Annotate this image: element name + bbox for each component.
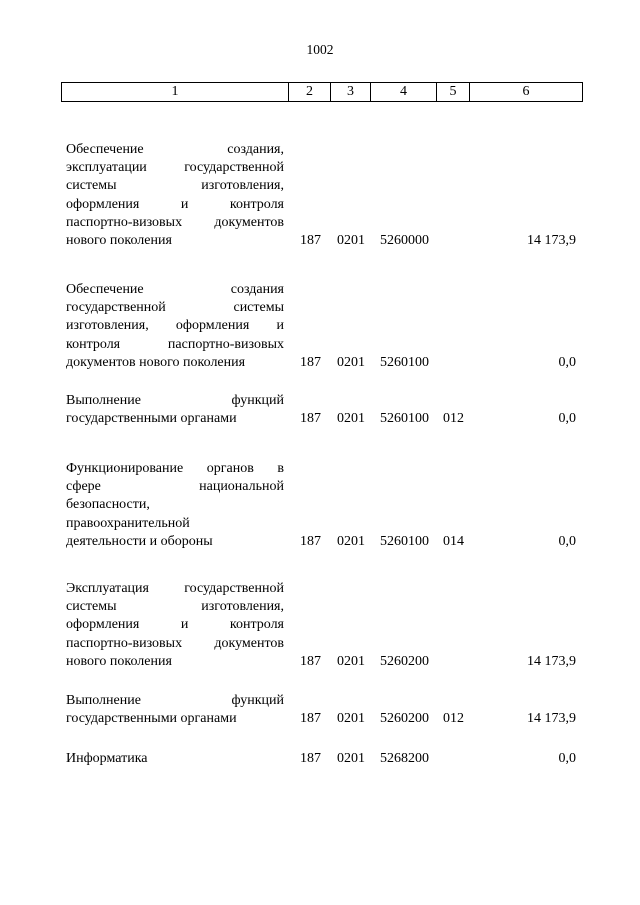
amount-cell: 14 173,9 [527, 232, 576, 248]
row-name-line: Информатика [66, 751, 148, 766]
row-name [66, 281, 284, 372]
row-name [66, 750, 284, 768]
row-name-line: эксплуатации государственной [66, 160, 284, 176]
column-header-row [62, 83, 583, 102]
admin-code-cell: 187 [300, 232, 321, 248]
admin-code-cell: 187 [300, 750, 321, 766]
row-name [66, 141, 284, 250]
row-name-line: контроля паспортно-визовых [66, 336, 284, 352]
column-header-1: 1 [62, 83, 289, 102]
row-name-line: безопасности, [66, 497, 150, 513]
column-header-table [61, 82, 583, 102]
target-item-cell: 5268200 [380, 750, 429, 766]
row-name-line: сфере национальной [66, 479, 284, 495]
section-code-cell: 0201 [337, 653, 365, 669]
row-name-line: государственной системы [66, 300, 284, 316]
section-code-cell: 0201 [337, 232, 365, 248]
amount-cell: 0,0 [558, 533, 576, 549]
row-name-line: изготовления, оформления и [66, 318, 284, 334]
row-name-line: паспортно-визовых документов [66, 635, 284, 651]
row-name-line: государственными органами [66, 411, 237, 427]
amount-cell: 0,0 [558, 411, 576, 427]
section-code-cell: 0201 [337, 533, 365, 549]
row-name [66, 692, 284, 728]
section-code-cell: 0201 [337, 711, 365, 727]
column-header-2: 2 [289, 83, 331, 102]
amount-cell: 0,0 [558, 750, 576, 766]
row-name [66, 580, 284, 671]
row-name-line: оформления и контроля [66, 617, 284, 633]
row-name [66, 392, 284, 428]
column-header-6: 6 [470, 83, 583, 102]
table-row [0, 692, 640, 728]
target-item-cell: 5260200 [380, 711, 429, 727]
table-row [0, 281, 640, 372]
admin-code-cell: 187 [300, 411, 321, 427]
row-name-line: Выполнение функций [66, 693, 284, 708]
row-name-line: системы изготовления, [66, 599, 284, 615]
section-code-cell: 0201 [337, 411, 365, 427]
row-name-line: Эксплуатация государственной [66, 581, 284, 596]
page-number: 1002 [306, 42, 334, 57]
row-name-line: нового поколения [66, 233, 172, 249]
amount-cell: 14 173,9 [527, 653, 576, 669]
admin-code-cell: 187 [300, 354, 321, 370]
column-header-4: 4 [371, 83, 437, 102]
row-name-line: Обеспечение создания [66, 282, 284, 297]
row-name-line: Обеспечение создания, [66, 142, 284, 157]
row-name-line: нового поколения [66, 653, 172, 669]
expense-type-cell: 012 [443, 411, 464, 427]
column-header-5: 5 [437, 83, 470, 102]
section-code-cell: 0201 [337, 354, 365, 370]
table-row [0, 141, 640, 250]
row-name-line: деятельности и обороны [66, 533, 213, 549]
target-item-cell: 5260100 [380, 533, 429, 549]
row-name-line: оформления и контроля [66, 196, 284, 212]
table-row [0, 460, 640, 551]
row-name-line: правоохранительной [66, 515, 190, 531]
target-item-cell: 5260100 [380, 354, 429, 370]
table-row [0, 580, 640, 671]
target-item-cell: 5260100 [380, 411, 429, 427]
amount-cell: 0,0 [558, 354, 576, 370]
admin-code-cell: 187 [300, 533, 321, 549]
expense-type-cell: 014 [443, 533, 464, 549]
amount-cell: 14 173,9 [527, 711, 576, 727]
expense-type-cell: 012 [443, 711, 464, 727]
row-name-line: системы изготовления, [66, 178, 284, 194]
admin-code-cell: 187 [300, 711, 321, 727]
row-name-line: документов нового поколения [66, 354, 246, 370]
row-name-line: Функционирование органов в [66, 461, 284, 476]
section-code-cell: 0201 [337, 750, 365, 766]
target-item-cell: 5260200 [380, 653, 429, 669]
column-header-3: 3 [331, 83, 371, 102]
target-item-cell: 5260000 [380, 232, 429, 248]
row-name-line: паспортно-визовых документов [66, 214, 284, 230]
admin-code-cell: 187 [300, 653, 321, 669]
table-row [0, 392, 640, 428]
table-row [0, 750, 640, 768]
row-name [66, 460, 284, 551]
row-name-line: государственными органами [66, 711, 237, 727]
row-name-line: Выполнение функций [66, 393, 284, 408]
